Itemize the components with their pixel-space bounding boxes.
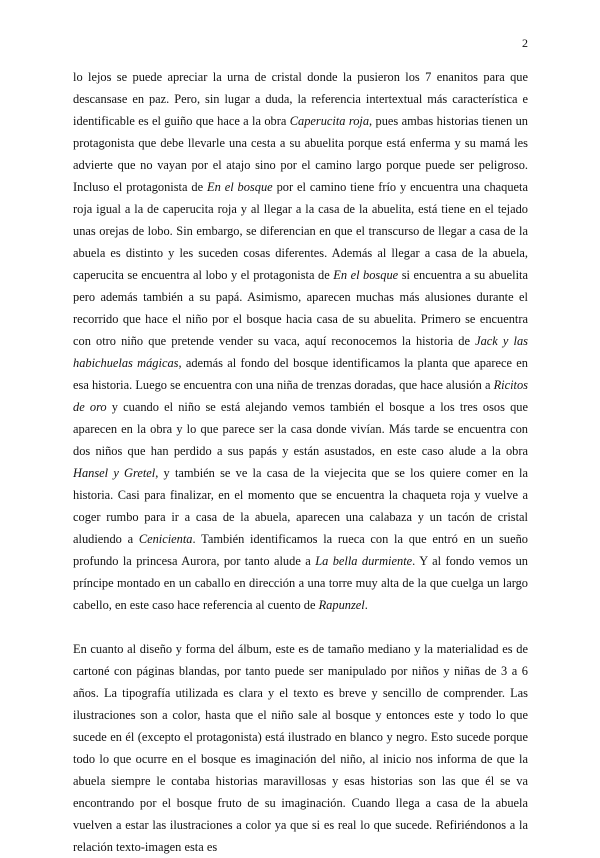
paragraph-text-run: En cuanto al diseño y forma del álbum, este es de tamaño mediano y la materialidad es de cartoné con páginas blandas, por tanto puede ser manipulado por niños y niñas de 3 a 6 años. La tipografía utilizada es clara y el texto es breve y sencillo de comprender. Las ilustraciones son a color, hasta que el niño sale al bosque y entonces este y todo lo que sucede en él (excepto el protagonista) está ilustrado en blanco y negro. Esto sucede porque todo lo que ocurre en el bosque es imaginación del niño, al inicio nos informa de que la abuela siempre le contaba historias maravillosas y esas historias son las que él se va encontrando por el bosque fruto de su imaginación. Cuando llega a casa de la abuela vuelven a estar las ilustraciones a color ya que si es real lo que sucede. Refiriéndonos a la relación texto-imagen esta es	[73, 642, 528, 854]
italic-title-text: En el bosque	[207, 180, 273, 194]
italic-title-text: Cenicienta	[138, 532, 193, 546]
body-text	[73, 66, 528, 858]
page-number: 2	[522, 36, 528, 50]
italic-title-text: Ricitos de oro	[73, 378, 528, 414]
paragraph-text-run: y cuando el niño se está alejando vemos también el bosque a los tres osos que aparecen en la obra y lo que parece ser la casa donde vivían. Más tarde se encuentra con dos niños que han perdido a sus papás y están asustados, en este caso alude a la obra	[73, 400, 528, 458]
italic-title-text: En el bosque	[333, 268, 399, 282]
paragraph-text-run: . También identificamos la rueca con la que entró en un sueño profundo la princesa Aurora, por tanto alude a	[73, 532, 528, 568]
paragraph-text-run: lo lejos se puede apreciar la urna de cristal donde la pusieron los 7 enanitos para que descansase en paz. Pero, sin lugar a duda, la referencia intertextual más característica e identificable es el guiño que hace a la obra	[73, 70, 528, 128]
paragraph-text-run: .	[364, 598, 368, 612]
paragraph-text-run: . Y al fondo vemos un príncipe montado en un caballo en dirección a una torre muy alta de la que cuelga un largo cabello, en este caso hace referencia al cuento de	[73, 554, 528, 612]
italic-title-text: Hansel y Gretel	[73, 466, 156, 480]
paragraph-text-run: , y también se ve la casa de la viejecita que se los quiere comer en la historia. Casi para finalizar, en el momento que se encuentra la chaqueta roja y vuelve a coger rumbo para ir a casa de la abuela, aparecen una calabaza y un tacón de cristal aludiendo a	[73, 466, 528, 546]
italic-title-text: Jack y las habichuelas mágicas,	[73, 334, 528, 370]
paragraph-text-run: , pues ambas historias tienen un protagonista que debe llevarle una cesta a su abuelita porque está enferma y su mamá les advierte que no vayan por el atajo sino por el camino largo porque puede ser peligroso. Incluso el protagonista de	[73, 114, 528, 194]
italic-title-text: Rapunzel	[318, 598, 365, 612]
paragraph-design-and-form	[73, 638, 528, 858]
paragraph-text-run: además al fondo del bosque identificamos la planta que aparece en esa historia. Luego se encuentra con una niña de trenzas doradas, que hace alusión a	[73, 356, 528, 392]
paragraph-intertextual-references	[73, 66, 528, 616]
paragraph-text-run: si encuentra a su abuelita pero además también a su papá. Asimismo, aparecen muchas más alusiones durante el recorrido que hace el niño por el bosque hacia casa de su abuelita. Primero se encuentra con otro niño que pretende vender su vaca, aquí reconocemos la historia de	[73, 268, 528, 348]
paragraph-text-run: por el camino tiene frío y encuentra una chaqueta roja igual a la de caperucita roja y al llegar a la casa de la abuelita, está tiene en el tejado unas orejas de lobo. Sin embargo, se diferencian en que el transcurso de llegar a casa de la abuela es distinto y les suceden cosas diferentes. Además al llegar a casa de la abuela, caperucita se encuentra al lobo y el protagonista de	[73, 180, 529, 282]
italic-title-text: La bella durmiente	[315, 554, 413, 568]
italic-title-text: Caperucita roja	[289, 114, 370, 128]
